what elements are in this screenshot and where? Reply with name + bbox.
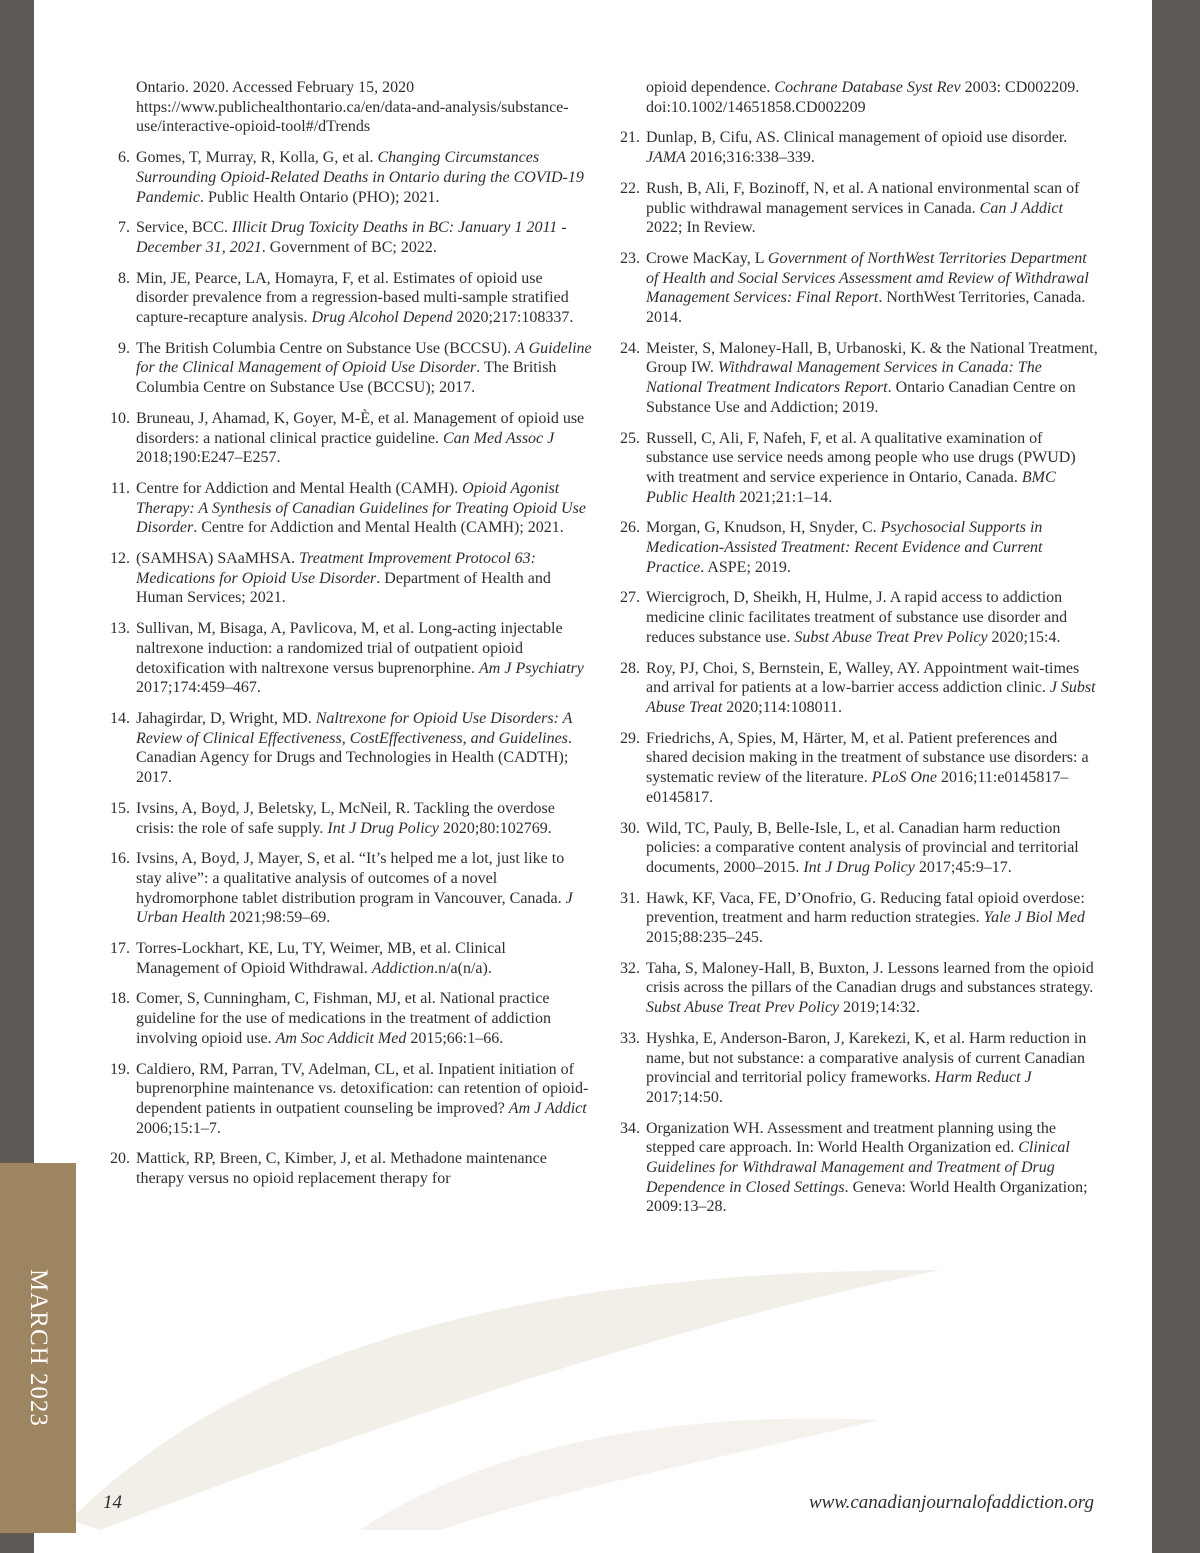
reference-text: Friedrichs, A, Spies, M, Härter, M, et al. Patient preferences and shared decision making in the treatment of substance use disorders: a systematic review of the literature. PLoS One 2016;11:e0145817–e0145817.: [646, 729, 1089, 806]
reference-text: Wiercigroch, D, Sheikh, H, Hulme, J. A rapid access to addiction medicine clinic facilitates treatment of substance use disorder and reduces substance use. Subst Abuse Treat Prev Policy 2020;15:4.: [646, 589, 1068, 646]
reference-text: Morgan, G, Knudson, H, Snyder, C. Psychosocial Supports in Medication-Assisted Treatment: Recent Evidence and Current Practice. ASPE; 2019.: [646, 519, 1043, 576]
reference-item: [100, 148, 592, 207]
reference-continuation-right: opioid dependence. Cochrane Database Syst Rev 2003: CD002209. doi:10.1002/14651858.CD002209: [646, 79, 1080, 116]
reference-item: [610, 339, 1100, 418]
reference-number: 31.: [620, 889, 640, 907]
reference-item: [610, 659, 1100, 718]
reference-item: [610, 179, 1100, 238]
right-border-bar: [1152, 0, 1200, 1553]
reference-item: [100, 549, 592, 608]
journal-url: www.canadianjournalofaddiction.org: [808, 1492, 1094, 1513]
reference-item: [100, 709, 592, 788]
reference-number: 16.: [110, 850, 130, 868]
reference-text: Gomes, T, Murray, R, Kolla, G, et al. Changing Circumstances Surrounding Opioid-Related Deaths in Ontario during the COVID-19 Pandemic. Public Health Ontario (PHO); 2021.: [136, 149, 584, 206]
leaf-watermark: [60, 1230, 960, 1530]
reference-number: 7.: [118, 219, 130, 237]
reference-text: Meister, S, Maloney-Hall, B, Urbanoski, K. & the National Treatment, Group IW. Withdrawal Management Services in Canada: The National Treatment Indicators Report. Ontario Canadian Centre on Substance Use and Addiction; 2019.: [646, 339, 1098, 416]
reference-number: 18.: [110, 990, 130, 1008]
reference-item: [100, 989, 592, 1048]
reference-number: 17.: [110, 940, 130, 958]
page-number: 14: [103, 1492, 122, 1513]
reference-number: 27.: [620, 589, 640, 607]
reference-text: Hawk, KF, Vaca, FE, D’Onofrio, G. Reducing fatal opioid overdose: prevention, treatment and harm reduction strategies. Yale J Biol Med 2015;88:235–245.: [646, 889, 1085, 947]
reference-text: Roy, PJ, Choi, S, Bernstein, E, Walley, AY. Appointment wait-times and arrival for patients at a low-barrier access addiction clinic. J Subst Abuse Treat 2020;114:108011.: [646, 659, 1096, 716]
reference-text: (SAMHSA) SAaMHSA. Treatment Improvement Protocol 63: Medications for Opioid Use Disorder. Department of Health and Human Services; 2021.: [136, 550, 551, 607]
reference-continuation: Ontario. 2020. Accessed February 15, 2020 https://www.publichealthontario.ca/en/data-and-analysis/substance-use/interactive-opioid-tool#/dTrends: [136, 79, 569, 136]
reference-item: [610, 588, 1100, 647]
reference-item: [100, 1149, 592, 1188]
reference-number: 13.: [110, 620, 130, 638]
reference-item: [100, 269, 592, 328]
reference-item: [100, 799, 592, 838]
reference-item: [610, 959, 1100, 1018]
reference-item: [610, 128, 1100, 167]
reference-item: [610, 1029, 1100, 1108]
reference-number: 32.: [620, 959, 640, 977]
reference-text: Rush, B, Ali, F, Bozinoff, N, et al. A national environmental scan of public withdrawal management services in Canada. Can J Addict 2022; In Review.: [646, 179, 1080, 237]
reference-number: 10.: [110, 409, 130, 427]
reference-number: 24.: [620, 339, 640, 357]
reference-text: Ivsins, A, Boyd, J, Beletsky, L, McNeil, R. Tackling the overdose crisis: the role of safe supply. Int J Drug Policy 2020;80:102769.: [136, 799, 555, 837]
reference-number: 21.: [620, 129, 640, 147]
reference-text: Sullivan, M, Bisaga, A, Pavlicova, M, et al. Long-acting injectable naltrexone induction: a randomized trial of outpatient opioid detoxification with naltrexone versus buprenorphine. Am J Psychiatry 2017;174:459–467.: [136, 620, 584, 697]
reference-text: Dunlap, B, Cifu, AS. Clinical management of opioid use disorder. JAMA 2016;316:338–339.: [646, 129, 1068, 167]
reference-item: [610, 518, 1100, 577]
reference-text: Caldiero, RM, Parran, TV, Adelman, CL, et al. Inpatient initiation of buprenorphine maintenance vs. detoxification: can retention of opioid-dependent patients in outpatient counseling be improved? Am J Addict 2006;15:1–7.: [136, 1060, 589, 1137]
reference-number: 20.: [110, 1150, 130, 1168]
reference-number: 12.: [110, 550, 130, 568]
reference-text: Organization WH. Assessment and treatment planning using the stepped care approach. In: World Health Organization ed. Clinical Guidelines for Withdrawal Management and Treatment of Drug Dependence in Closed Settings. Geneva: World Health Organization; 2009:13–28.: [646, 1119, 1088, 1216]
references-right-column: [610, 78, 1100, 1228]
references-left-column: [100, 78, 592, 1200]
reference-number: 30.: [620, 819, 640, 837]
reference-text: Ivsins, A, Boyd, J, Mayer, S, et al. “It’s helped me a lot, just like to stay alive”: a qualitative analysis of outcomes of a novel hydromorphone tablet distribution program in Vancouver, Canada. J Urban Health 2021;98:59–69.: [136, 850, 573, 927]
reference-item: [100, 939, 592, 978]
reference-text: Hyshka, E, Anderson-Baron, J, Karekezi, K, et al. Harm reduction in name, but not substance: a comparative analysis of current Canadian provincial and territorial policy frameworks. Harm Reduct J 2017;14:50.: [646, 1029, 1087, 1106]
reference-text: Comer, S, Cunningham, C, Fishman, MJ, et al. National practice guideline for the use of medications in the treatment of addiction involving opioid use. Am Soc Addicit Med 2015;66:1–66.: [136, 990, 551, 1047]
reference-text: The British Columbia Centre on Substance Use (BCCSU). A Guideline for the Clinical Management of Opioid Use Disorder. The British Columbia Centre on Substance Use (BCCSU); 2017.: [136, 339, 592, 397]
reference-text: Min, JE, Pearce, LA, Homayra, F, et al. Estimates of opioid use disorder prevalence from a regression-based multi-sample stratified capture-recapture analysis. Drug Alcohol Depend 2020;217:108337.: [136, 269, 574, 327]
reference-item: [100, 339, 592, 398]
reference-number: 22.: [620, 179, 640, 197]
reference-text: Torres-Lockhart, KE, Lu, TY, Weimer, MB, et al. Clinical Management of Opioid Withdrawal. Addiction.n/a(n/a).: [136, 940, 506, 977]
reference-item: [610, 249, 1100, 328]
reference-text: Jahagirdar, D, Wright, MD. Naltrexone for Opioid Use Disorders: A Review of Clinical Effectiveness, CostEffectiveness, and Guidelines. Canadian Agency for Drugs and Technologies in Health (CADTH); 2017.: [136, 709, 573, 787]
reference-text: Taha, S, Maloney-Hall, B, Buxton, J. Lessons learned from the opioid crisis across the pillars of the Canadian drugs and substances strategy. Subst Abuse Treat Prev Policy 2019;14:32.: [646, 959, 1094, 1017]
reference-number: 23.: [620, 249, 640, 267]
reference-list-left: [100, 148, 592, 1189]
reference-item: [100, 619, 592, 698]
reference-item: [610, 1119, 1100, 1218]
reference-number: 15.: [110, 799, 130, 817]
reference-item: [610, 889, 1100, 948]
reference-item: [100, 218, 592, 257]
reference-number: 33.: [620, 1029, 640, 1047]
reference-number: 19.: [110, 1060, 130, 1078]
reference-text: Service, BCC. Illicit Drug Toxicity Deaths in BC: January 1 2011 - December 31, 2021. Government of BC; 2022.: [136, 219, 567, 256]
reference-item: [610, 819, 1100, 878]
reference-number: 28.: [620, 659, 640, 677]
reference-number: 9.: [118, 339, 130, 357]
reference-text: Mattick, RP, Breen, C, Kimber, J, et al. Methadone maintenance therapy versus no opioid replacement therapy for: [136, 1150, 547, 1188]
reference-text: Russell, C, Ali, F, Nafeh, F, et al. A qualitative examination of substance use service needs among people who use drugs (PWUD) with treatment and service experience in Ontario, Canada. BMC Public Health 2021;21:1–14.: [646, 429, 1076, 506]
reference-number: 8.: [118, 269, 130, 287]
reference-number: 26.: [620, 519, 640, 537]
reference-item: [100, 849, 592, 928]
reference-list-right: [610, 128, 1100, 1217]
reference-number: 6.: [118, 149, 130, 167]
reference-item: [610, 729, 1100, 808]
reference-text: Wild, TC, Pauly, B, Belle-Isle, L, et al. Canadian harm reduction policies: a comparative content analysis of provincial and territorial documents, 2000–2015. Int J Drug Policy 2017;45:9–17.: [646, 819, 1079, 876]
reference-item: [100, 409, 592, 468]
reference-number: 34.: [620, 1119, 640, 1137]
reference-number: 11.: [110, 479, 130, 497]
reference-number: 25.: [620, 429, 640, 447]
reference-number: 14.: [110, 709, 130, 727]
date-tab-label: MARCH 2023: [25, 1269, 52, 1427]
reference-item: [610, 429, 1100, 508]
reference-item: [100, 1060, 592, 1139]
reference-text: Crowe MacKay, L Government of NorthWest Territories Department of Health and Social Services Assessment amd Review of Withdrawal Management Services: Final Report. NorthWest Territories, Canada. 2014.: [646, 249, 1089, 327]
reference-item: [100, 479, 592, 538]
reference-number: 29.: [620, 729, 640, 747]
reference-text: Bruneau, J, Ahamad, K, Goyer, M-È, et al. Management of opioid use disorders: a national clinical practice guideline. Can Med Assoc J 2018;190:E247–E257.: [136, 409, 585, 467]
reference-text: Centre for Addiction and Mental Health (CAMH). Opioid Agonist Therapy: A Synthesis of Canadian Guidelines for Treating Opioid Use Disorder. Centre for Addiction and Mental Health (CAMH); 2021.: [136, 479, 586, 537]
